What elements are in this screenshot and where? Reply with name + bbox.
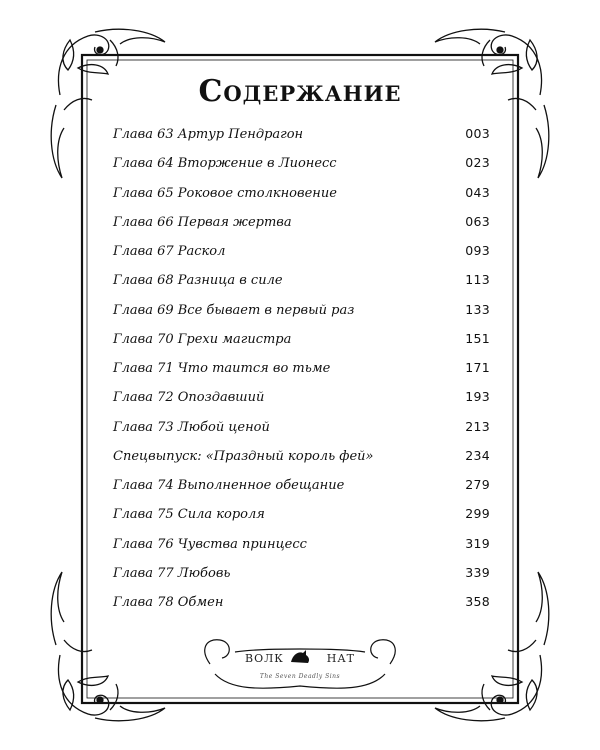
publisher-logo	[205, 640, 395, 690]
logo-subtitle: The Seven Deadly Sins	[259, 673, 341, 680]
wolf-icon	[289, 648, 311, 666]
toc-entry	[113, 477, 490, 506]
toc-entry-title: Глава 72 Опоздавший	[113, 390, 265, 406]
toc-entry-page-number: 171	[465, 360, 490, 375]
toc-entry-page-number: 299	[465, 506, 490, 522]
toc-entry	[113, 536, 490, 565]
toc-entry-page-number: 319	[465, 535, 490, 551]
toc-entry	[113, 272, 490, 301]
toc-entry	[113, 331, 490, 360]
toc-entry-page-number: 213	[465, 418, 490, 434]
toc-entry	[113, 155, 490, 184]
toc-entry-title: Глава 65 Роковое столкновение	[113, 185, 337, 201]
toc-entry-title: Глава 67 Раскол	[113, 244, 226, 259]
toc-entry-title: Глава 63 Артур Пендрагон	[113, 127, 304, 142]
toc-entry-title: Глава 78 Обмен	[113, 595, 224, 610]
toc-entry-title: Глава 76 Чувства принцесс	[113, 536, 307, 552]
toc-entry	[113, 126, 490, 155]
toc-entry-title: Глава 74 Выполненное обещание	[113, 478, 345, 493]
toc-entry-page-number: 063	[465, 213, 490, 229]
toc-entry-page-number: 113	[465, 272, 490, 288]
toc-entry-title: Глава 64 Вторжение в Лионесс	[113, 156, 337, 172]
toc-entry	[113, 243, 490, 272]
toc-entry-title: Глава 77 Любовь	[113, 565, 231, 581]
toc-entry	[113, 506, 490, 535]
toc-entry-title: Глава 75 Сила короля	[113, 507, 265, 523]
toc-entry-title: Глава 69 Все бывает в первый раз	[113, 302, 355, 318]
toc-entry-title: Глава 73 Любой ценой	[113, 419, 270, 435]
toc-entry-page-number: 358	[465, 594, 490, 609]
toc-entry-page-number: 339	[465, 564, 490, 580]
toc-entry-title: Глава 68 Разница в силе	[113, 273, 283, 289]
toc-entry	[113, 214, 490, 243]
toc-entry-page-number: 003	[465, 126, 490, 141]
toc-entry-page-number: 133	[465, 301, 490, 317]
page-title: Содержание	[198, 74, 402, 109]
toc-entry	[113, 565, 490, 594]
toc-entry	[113, 360, 490, 389]
toc-entry-page-number: 043	[465, 184, 490, 200]
toc-entry	[113, 185, 490, 214]
toc-entry-page-number: 193	[465, 389, 490, 405]
logo-right-text: НАТ	[326, 652, 355, 665]
toc-entry-page-number: 023	[465, 155, 490, 171]
logo-left-text: ВОЛК	[245, 652, 284, 665]
toc-entry-page-number: 234	[465, 447, 490, 463]
toc-entry	[113, 302, 490, 331]
toc-entry	[113, 389, 490, 418]
toc-entry	[113, 594, 490, 623]
toc-entry-page-number: 093	[465, 243, 490, 258]
toc-entry	[113, 448, 490, 477]
table-of-contents	[113, 126, 490, 623]
toc-entry-title: Глава 71 Что таится во тьме	[113, 361, 331, 376]
toc-entry-title: Спецвыпуск: «Праздный король фей»	[113, 448, 374, 464]
toc-entry-page-number: 151	[465, 330, 490, 346]
toc-entry-title: Глава 66 Первая жертва	[113, 214, 292, 230]
toc-entry-page-number: 279	[465, 477, 490, 492]
toc-entry	[113, 419, 490, 448]
toc-entry-title: Глава 70 Грехи магистра	[113, 331, 292, 347]
